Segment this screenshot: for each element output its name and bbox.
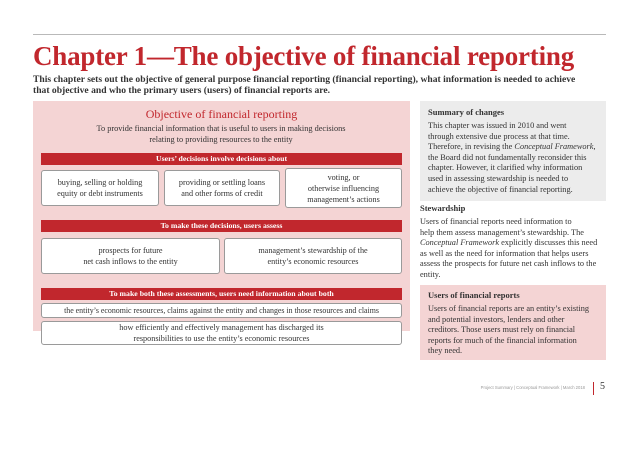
summary-italic-term: Conceptual Framework bbox=[514, 142, 594, 152]
decision-box-buying-selling bbox=[41, 170, 159, 206]
decision-line: otherwise influencing bbox=[307, 183, 380, 193]
decision-line: buying, selling or holding bbox=[57, 178, 143, 187]
stewardship-text bbox=[420, 217, 608, 281]
decision-line: providing or settling loans bbox=[178, 178, 266, 187]
decision-line: equity or debt instruments bbox=[57, 189, 143, 198]
objective-desc-line: relating to providing resources to the entity bbox=[149, 135, 293, 144]
stewardship-line: as well as the need for information that helps users bbox=[420, 248, 589, 258]
summary-line bbox=[428, 142, 604, 153]
top-rule bbox=[33, 34, 606, 35]
summary-line: This chapter was issued in 2010 and went bbox=[428, 121, 567, 130]
summary-heading: Summary of changes bbox=[428, 107, 505, 117]
page-subtitle: This chapter sets out the objective of general purpose financial reporting (financial reporting), what information is needed to achieve that objective and who the primary users (users) of financial reports are. bbox=[33, 74, 576, 96]
assess-line: management’s stewardship of the bbox=[258, 246, 368, 255]
stewardship-line bbox=[420, 238, 608, 249]
assess-line: net cash inflows to the entity bbox=[83, 257, 178, 266]
banner-users-assess: To make these decisions, users assess bbox=[41, 220, 402, 232]
decision-box-voting bbox=[285, 168, 402, 208]
stewardship-text-part: explicitly discusses this need bbox=[499, 238, 598, 248]
stewardship-line: Users of financial reports need information to bbox=[420, 217, 572, 226]
stewardship-line: entity. bbox=[420, 269, 441, 279]
stewardship-line: assess the prospects for future net cash inflows to the bbox=[420, 259, 597, 269]
users-line: reports for much of the financial information bbox=[428, 335, 577, 345]
footer-divider bbox=[593, 382, 594, 395]
assess-line: prospects for future bbox=[98, 246, 163, 255]
summary-text-part: , bbox=[593, 142, 596, 152]
summary-line: the Board did not fundamentally reconsider this bbox=[428, 152, 587, 162]
decision-line: voting, or bbox=[327, 172, 360, 182]
users-line: and potential investors, lenders and other bbox=[428, 314, 565, 324]
objective-diagram bbox=[33, 101, 410, 343]
info-line: how efficiently and effectively management has discharged its bbox=[119, 323, 324, 332]
users-text bbox=[428, 304, 604, 357]
banner-information-needed: To make both these assessments, users need information about both bbox=[41, 288, 402, 300]
summary-text-part: Therefore, in revising the bbox=[428, 142, 515, 152]
decision-line: and other forms of credit bbox=[181, 189, 263, 198]
objective-title: Objective of financial reporting bbox=[145, 107, 298, 121]
info-box-resources-claims: the entity’s economic resources, claims against the entity and changes in those resources and claims bbox=[41, 303, 402, 318]
info-line: responsibilities to use the entity’s economic resources bbox=[133, 334, 310, 343]
assess-box-cash-inflows bbox=[41, 238, 220, 274]
footer-text: Project Summary | Conceptual Framework | March 2018 bbox=[480, 385, 585, 390]
summary-line: through extensive due process at that time. bbox=[428, 131, 570, 141]
decision-line: management’s actions bbox=[307, 194, 380, 204]
objective-description bbox=[81, 123, 361, 145]
assess-line: entity’s economic resources bbox=[267, 257, 359, 266]
assess-box-stewardship bbox=[224, 238, 402, 274]
summary-line: used in assessing stewardship is needed to bbox=[428, 173, 569, 183]
page-title: Chapter 1—The objective of financial reporting bbox=[33, 41, 575, 71]
summary-line: achieve the objective of financial reporting. bbox=[428, 184, 573, 194]
page-number: 5 bbox=[600, 381, 605, 392]
decision-box-loans-credit bbox=[164, 170, 280, 206]
stewardship-heading: Stewardship bbox=[420, 203, 466, 213]
banner-users-decisions: Users’ decisions involve decisions about bbox=[41, 153, 402, 165]
summary-line: chapter. However, it clarified why information bbox=[428, 163, 583, 173]
stewardship-italic-term: Conceptual Framework bbox=[420, 238, 500, 248]
users-line: they need. bbox=[428, 346, 463, 356]
summary-text bbox=[428, 121, 604, 195]
objective-desc-line: To provide financial information that is useful to users in making decisions bbox=[96, 124, 346, 133]
users-heading: Users of financial reports bbox=[428, 290, 520, 300]
users-line: creditors. Those users must rely on financial bbox=[428, 325, 576, 335]
users-line: Users of financial reports are an entity’s existing bbox=[428, 304, 590, 313]
info-box-management-efficiency bbox=[41, 321, 402, 345]
stewardship-line: help them assess management’s stewardship. The bbox=[420, 227, 584, 237]
